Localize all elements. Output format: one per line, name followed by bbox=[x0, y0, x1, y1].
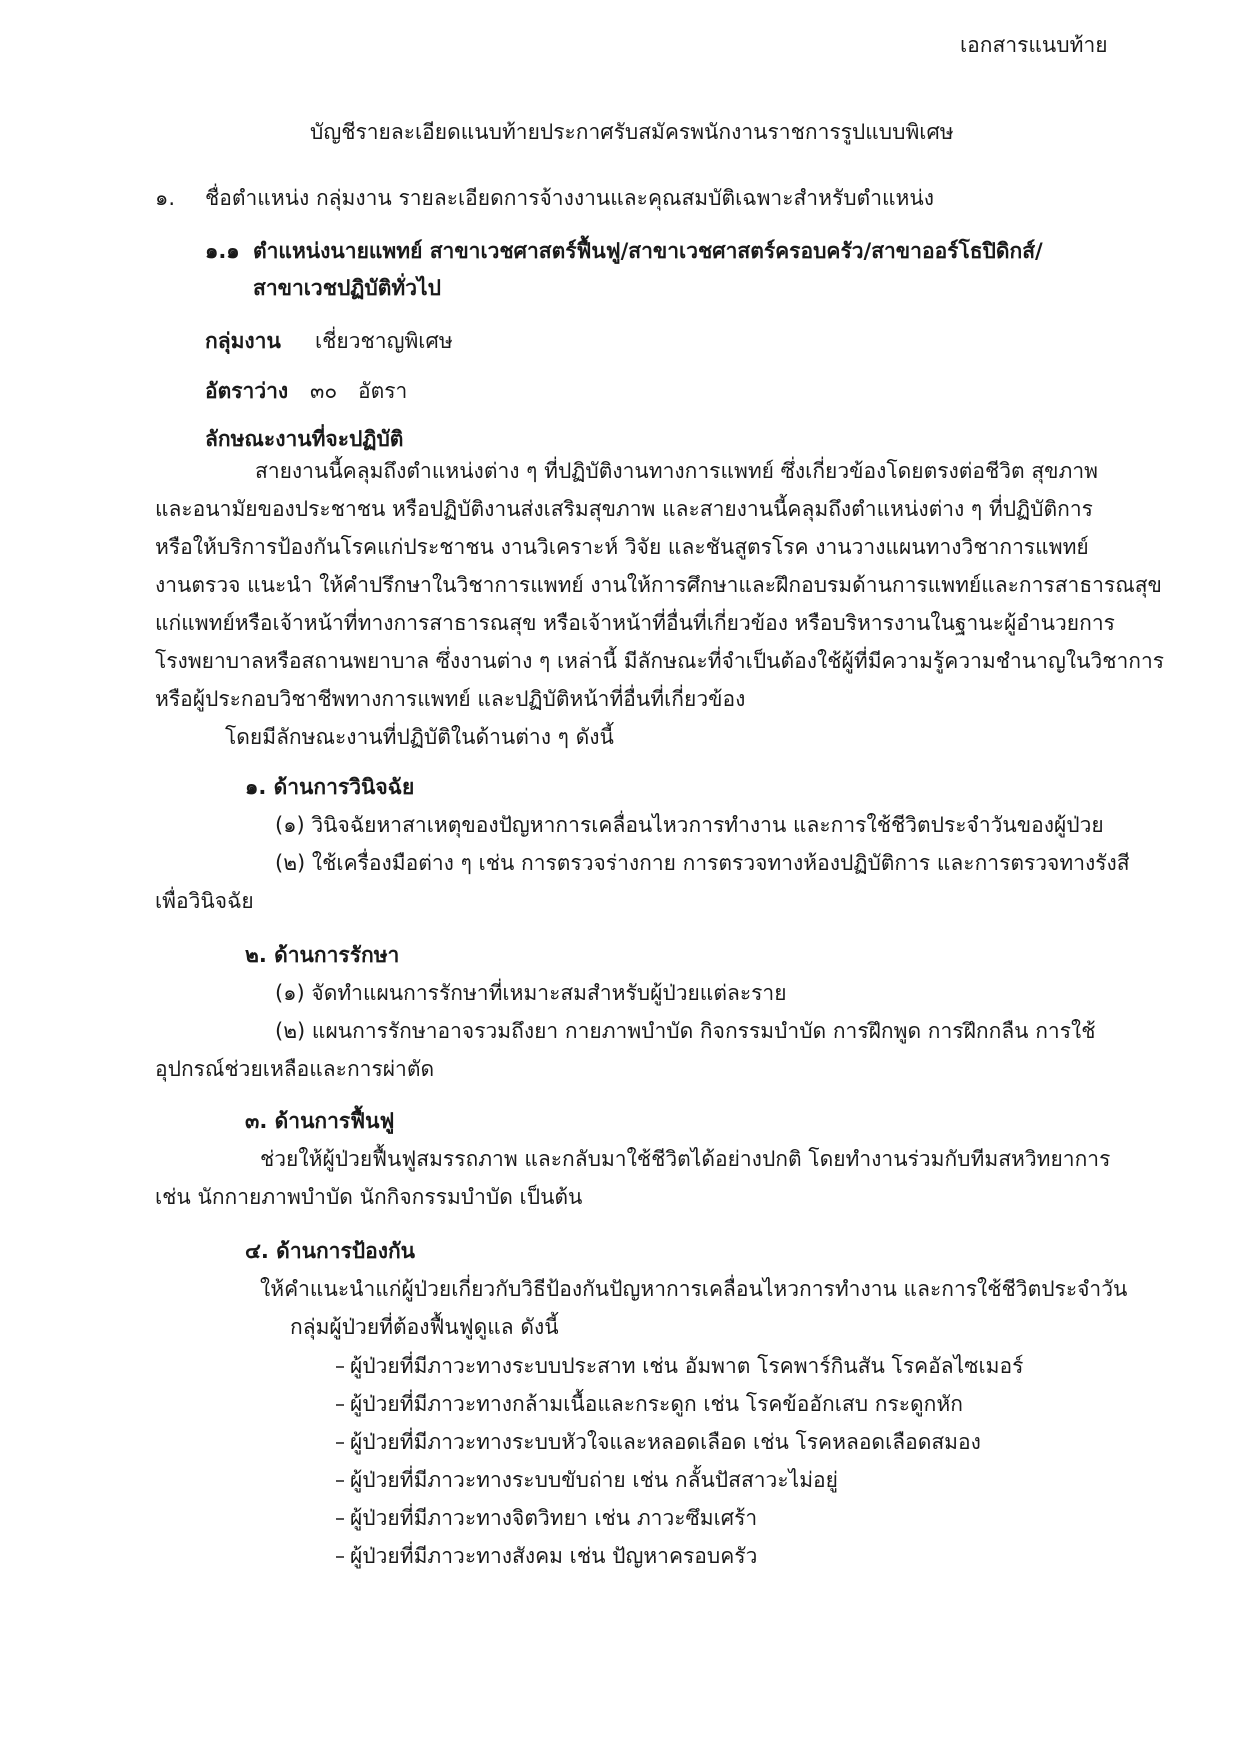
job-description-line: หรือให้บริการป้องกันโรคแก่ประชาชน งานวิเคราะห์ วิจัย และชันสูตรโรค งานวางแผนทางวิชาการแพทย์ bbox=[155, 535, 1089, 559]
job-description-line: แก่แพทย์หรือเจ้าหน้าที่ทางการสาธารณสุข หรือเจ้าหน้าที่อื่นที่เกี่ยวข้อง หรือบริหารงานในฐานะผู้อำนวยการ bbox=[155, 611, 1115, 635]
patient-group-item: ผู้ป่วยที่มีภาวะทางระบบขับถ่าย เช่น กลั้นปัสสาวะไม่อยู่ bbox=[350, 1468, 838, 1492]
vacancies-unit: อัตรา bbox=[358, 379, 408, 403]
diagnosis-heading: ๑. ด้านการวินิจฉัย bbox=[245, 775, 415, 799]
bullet-dash-icon bbox=[336, 1366, 344, 1368]
bullet-dash-icon bbox=[336, 1404, 344, 1406]
job-description-line: และอนามัยของประชาชน หรือปฏิบัติงานส่งเสริมสุขภาพ และสายงานนี้คลุมถึงตำแหน่งต่าง ๆ ที่ปฏิบัติการ bbox=[155, 497, 1093, 521]
vacancies-label: อัตราว่าง bbox=[205, 379, 289, 403]
diagnosis-item-1: (๑) วินิจฉัยหาสาเหตุของปัญหาการเคลื่อนไหวการทำงาน และการใช้ชีวิตประจำวันของผู้ป่วย bbox=[275, 813, 1104, 837]
position-title-line2: สาขาเวชปฏิบัติทั่วไป bbox=[253, 276, 441, 300]
job-description-line: หรือผู้ประกอบวิชาชีพทางการแพทย์ และปฏิบัติหน้าที่อื่นที่เกี่ยวข้อง bbox=[155, 687, 746, 711]
prevention-line2: กลุ่มผู้ป่วยที่ต้องฟื้นฟูดูแล ดังนี้ bbox=[290, 1315, 559, 1339]
prevention-line1: ให้คำแนะนำแก่ผู้ป่วยเกี่ยวกับวิธีป้องกันปัญหาการเคลื่อนไหวการทำงาน และการใช้ชีวิตประจำวัน bbox=[260, 1277, 1128, 1301]
bullet-dash-icon bbox=[336, 1556, 344, 1558]
document-title: บัญชีรายละเอียดแนบท้ายประกาศรับสมัครพนักงานราชการรูปแบบพิเศษ bbox=[310, 120, 954, 144]
treatment-item-1: (๑) จัดทำแผนการรักษาที่เหมาะสมสำหรับผู้ป่วยแต่ละราย bbox=[275, 981, 787, 1005]
position-title-line1: ตำแหน่งนายแพทย์ สาขาเวชศาสตร์ฟื้นฟู/สาขาเวชศาสตร์ครอบครัว/สาขาออร์โธปิดิกส์/ bbox=[253, 239, 1043, 263]
section-heading: ชื่อตำแหน่ง กลุ่มงาน รายละเอียดการจ้างงานและคุณสมบัติเฉพาะสำหรับตำแหน่ง bbox=[205, 186, 934, 210]
bullet-dash-icon bbox=[336, 1518, 344, 1520]
job-description-intro: โดยมีลักษณะงานที่ปฏิบัติในด้านต่าง ๆ ดังนี้ bbox=[225, 725, 614, 749]
diagnosis-item-2-line1: (๒) ใช้เครื่องมือต่าง ๆ เช่น การตรวจร่างกาย การตรวจทางห้องปฏิบัติการ และการตรวจทางรังสี bbox=[275, 851, 1130, 875]
patient-group-item: ผู้ป่วยที่มีภาวะทางสังคม เช่น ปัญหาครอบครัว bbox=[350, 1544, 758, 1568]
job-description-line: โรงพยาบาลหรือสถานพยาบาล ซึ่งงานต่าง ๆ เหล่านี้ มีลักษณะที่จำเป็นต้องใช้ผู้ที่มีความรู้ความชำนาญในวิชาการ bbox=[155, 649, 1165, 673]
patient-group-item: ผู้ป่วยที่มีภาวะทางระบบหัวใจและหลอดเลือด เช่น โรคหลอดเลือดสมอง bbox=[350, 1430, 981, 1454]
patient-group-item: ผู้ป่วยที่มีภาวะทางกล้ามเนื้อและกระดูก เช่น โรคข้ออักเสบ กระดูกหัก bbox=[350, 1392, 963, 1416]
rehabilitation-line1: ช่วยให้ผู้ป่วยฟื้นฟูสมรรถภาพ และกลับมาใช้ชีวิตได้อย่างปกติ โดยทำงานร่วมกับทีมสหวิทยาการ bbox=[260, 1147, 1111, 1171]
treatment-heading: ๒. ด้านการรักษา bbox=[245, 943, 400, 967]
prevention-heading: ๔. ด้านการป้องกัน bbox=[245, 1239, 416, 1263]
position-number: ๑.๑ bbox=[205, 239, 240, 263]
patient-group-item: ผู้ป่วยที่มีภาวะทางระบบประสาท เช่น อัมพาต โรคพาร์กินสัน โรคอัลไซเมอร์ bbox=[350, 1354, 1024, 1378]
treatment-item-2-line2: อุปกรณ์ช่วยเหลือและการผ่าตัด bbox=[155, 1057, 435, 1081]
section-number: ๑. bbox=[155, 186, 176, 210]
patient-group-item: ผู้ป่วยที่มีภาวะทางจิตวิทยา เช่น ภาวะซึมเศร้า bbox=[350, 1506, 758, 1530]
attachment-label: เอกสารแนบท้าย bbox=[960, 33, 1108, 57]
rehabilitation-heading: ๓. ด้านการฟื้นฟู bbox=[245, 1109, 395, 1133]
bullet-dash-icon bbox=[336, 1442, 344, 1444]
treatment-item-2-line1: (๒) แผนการรักษาอาจรวมถึงยา กายภาพบำบัด กิจกรรมบำบัด การฝึกพูด การฝึกกลืน การใช้ bbox=[275, 1019, 1096, 1043]
job-description-heading: ลักษณะงานที่จะปฏิบัติ bbox=[205, 427, 404, 451]
rehabilitation-line2: เช่น นักกายภาพบำบัด นักกิจกรรมบำบัด เป็นต้น bbox=[155, 1185, 583, 1209]
diagnosis-item-2-line2: เพื่อวินิจฉัย bbox=[155, 889, 254, 913]
bullet-dash-icon bbox=[336, 1480, 344, 1482]
job-group-value: เชี่ยวชาญพิเศษ bbox=[315, 329, 453, 353]
job-description-line: สายงานนี้คลุมถึงตำแหน่งต่าง ๆ ที่ปฏิบัติงานทางการแพทย์ ซึ่งเกี่ยวข้องโดยตรงต่อชีวิต สุขภาพ bbox=[255, 459, 1099, 483]
vacancies-count: ๓๐ bbox=[310, 379, 338, 403]
job-description-line: งานตรวจ แนะนำ ให้คำปรึกษาในวิชาการแพทย์ งานให้การศึกษาและฝึกอบรมด้านการแพทย์และการสาธารณสุข bbox=[155, 573, 1162, 597]
job-group-label: กลุ่มงาน bbox=[205, 329, 281, 353]
